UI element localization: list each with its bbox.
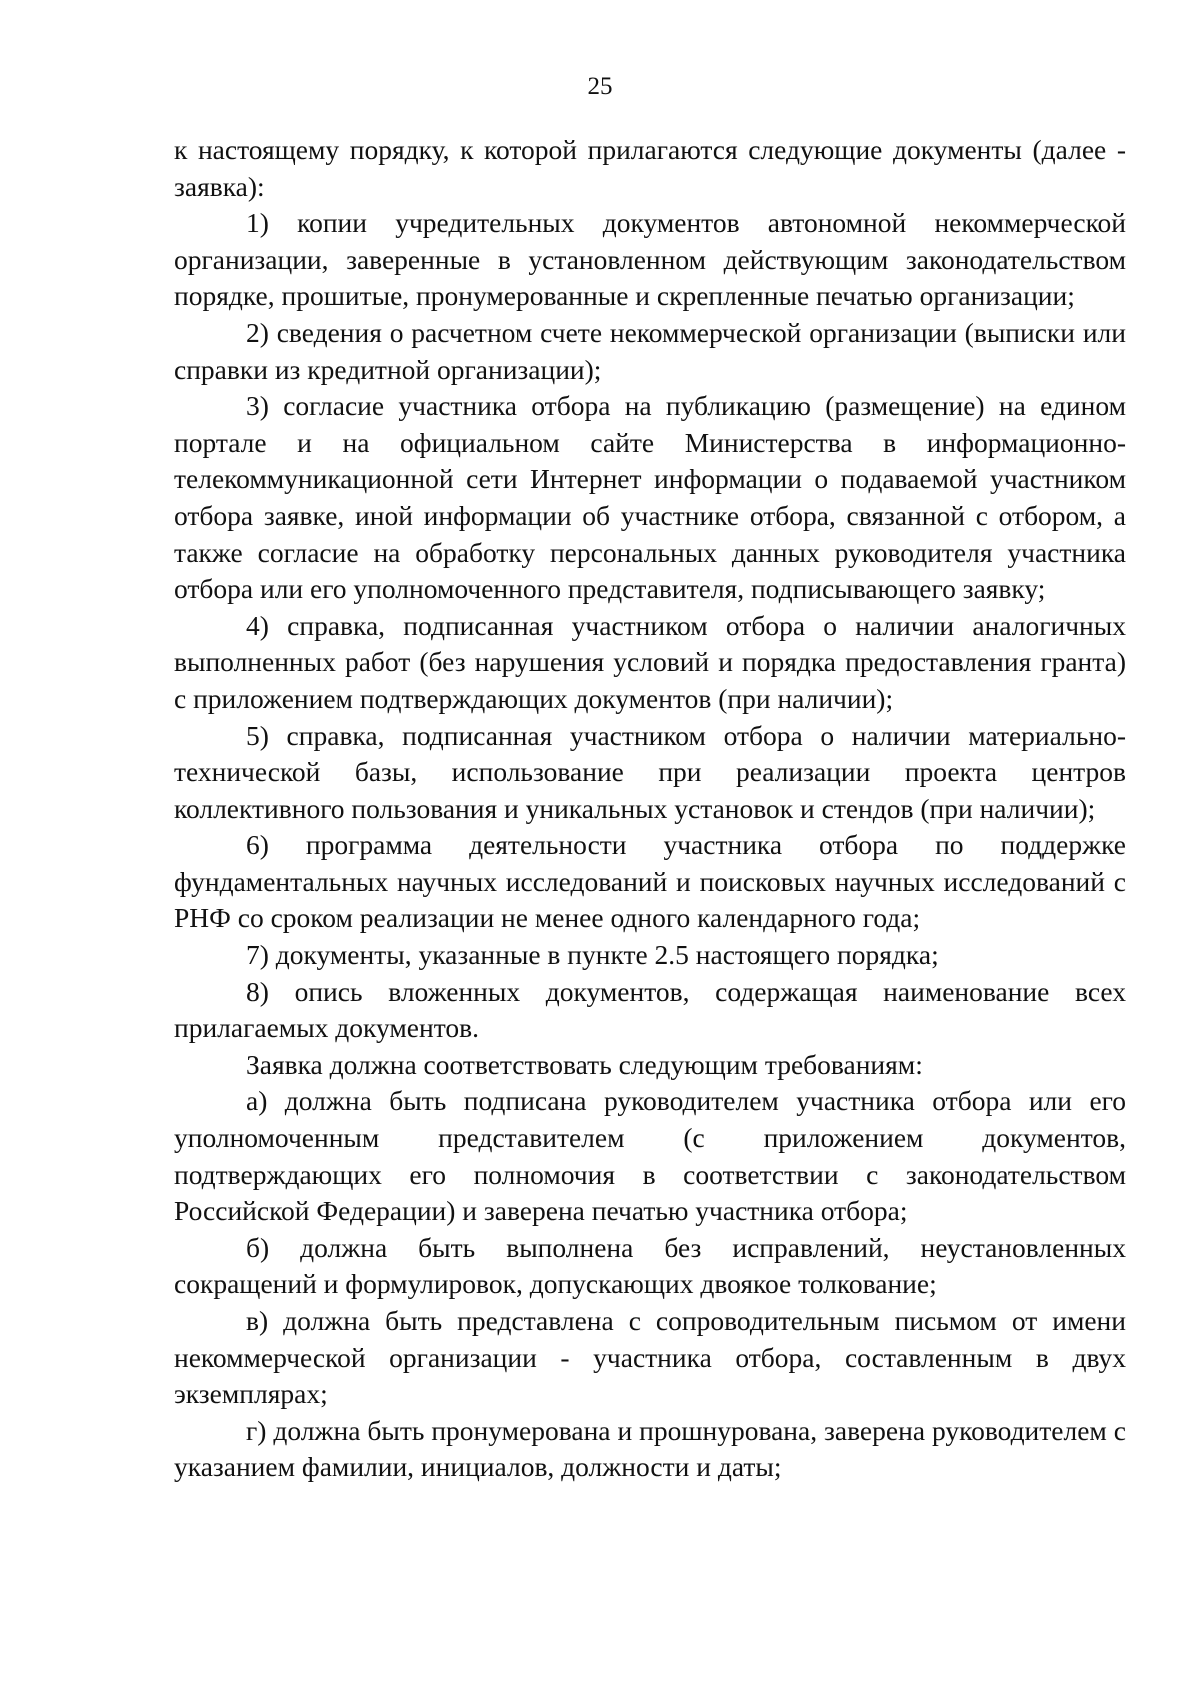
paragraph-item-7-documents-reference: 7) документы, указанные в пункте 2.5 настоящего порядка; <box>246 939 939 971</box>
paragraph-item-1-charter-documents: 1) копии учредительных документов автономной некоммерческой организации, заверенные в установленном действующим законодательством порядке, прошитые, пронумерованные и скрепленные печатью организации; <box>174 207 1126 312</box>
paragraph-item-5-technical-base: 5) справка, подписанная участником отбора о наличии материально-технической базы, использование при реализации проекта центров коллективного пользования и уникальных установок и стендов (при наличии); <box>174 719 1126 824</box>
paragraph-item-4-similar-works: 4) справка, подписанная участником отбора о наличии аналогичных выполненных работ (без нарушения условий и порядка предоставления гранта) с приложением подтверждающих документов (при наличии); <box>174 609 1126 714</box>
paragraph-item-2-bank-account: 2) сведения о расчетном счете некоммерческой организации (выписки или справки из кредитной организации); <box>174 316 1126 385</box>
paragraph-requirements-heading: Заявка должна соответствовать следующим требованиям: <box>246 1048 923 1080</box>
paragraph-requirement-b: б) должна быть выполнена без исправлений, неустановленных сокращений и формулировок, допускающих двоякое толкование; <box>174 1231 1126 1300</box>
paragraph-intro-continuation: к настоящему порядку, к которой прилагаются следующие документы (далее - заявка): <box>174 134 1126 202</box>
paragraph-requirement-g: г) должна быть пронумерована и прошнурована, заверена руководителем с указанием фамилии, инициалов, должности и даты; <box>174 1414 1126 1483</box>
page-number: 25 <box>587 73 613 100</box>
paragraph-item-8-inventory: 8) опись вложенных документов, содержащая наименование всех прилагаемых документов. <box>174 975 1126 1044</box>
document-body <box>174 132 1126 1486</box>
paragraph-requirement-v: в) должна быть представлена с сопроводительным письмом от имени некоммерческой организации - участника отбора, составленным в двух экземплярах; <box>174 1305 1126 1410</box>
paragraph-requirement-a: а) должна быть подписана руководителем участника отбора или его уполномоченным представителем (с приложением документов, подтверждающих его полномочия в соответствии с законодательством Российской Федерации) и заверена печатью участника отбора; <box>174 1085 1126 1227</box>
paragraph-item-3-publication-consent: 3) согласие участника отбора на публикацию (размещение) на едином портале и на официальном сайте Министерства в информационно-телекоммуникационной сети Интернет информации о подаваемой участником отбора заявке, иной информации об участнике отбора, связанной с отбором, а также согласие на обработку персональных данных руководителя участника отбора или его уполномоченного представителя, подписывающего заявку; <box>174 390 1126 605</box>
paragraph-item-6-activity-program: 6) программа деятельности участника отбора по поддержке фундаментальных научных исследований и поисковых научных исследований с РНФ со сроком реализации не менее одного календарного года; <box>174 829 1126 934</box>
